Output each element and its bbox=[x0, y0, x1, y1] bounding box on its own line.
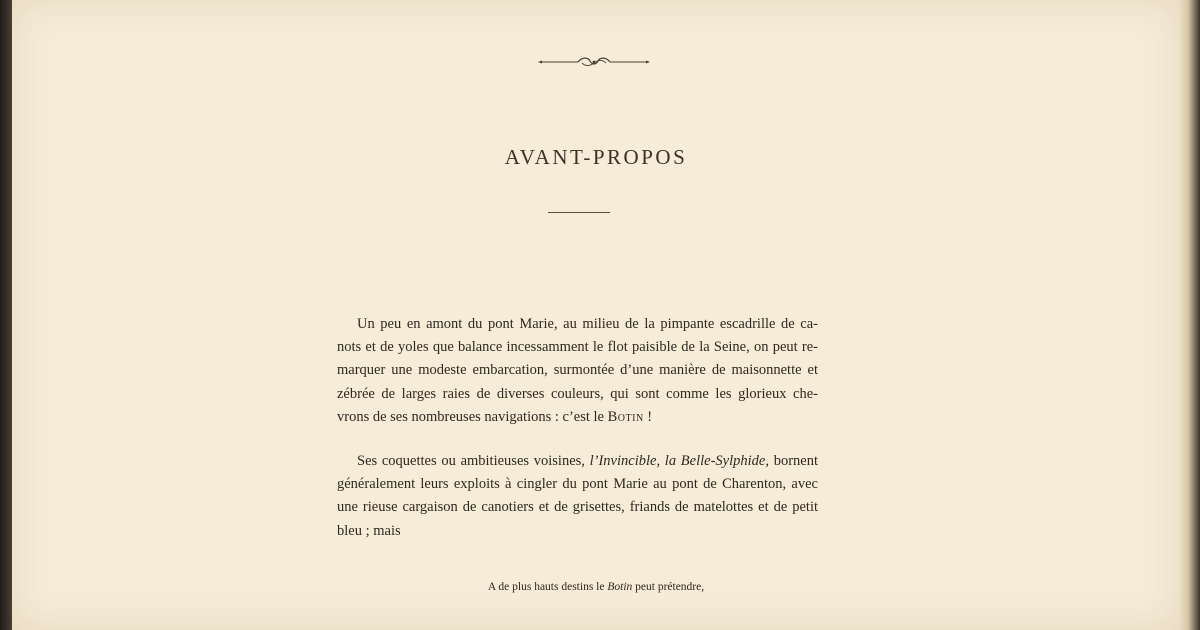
scroll-flourish-icon bbox=[538, 54, 650, 70]
paragraph-1-line: nots et de yoles que balance incessamment le flot paisible de la Seine, on peut re- bbox=[337, 339, 818, 356]
page-right-edge bbox=[1180, 0, 1200, 630]
paragraph-1-last-suffix: ! bbox=[643, 408, 653, 425]
document-page bbox=[12, 0, 1180, 630]
verse-prefix: A de plus hauts destins le bbox=[487, 581, 608, 593]
verse-suffix: peut prétendre, bbox=[632, 581, 705, 593]
paragraph-1-line: marquer une modeste embarcation, surmontée d’une manière de maisonnette et bbox=[337, 362, 818, 379]
paragraph-2-first-line bbox=[337, 450, 818, 473]
paragraph-1-line: Un peu en amont du pont Marie, au milieu de la pimpante escadrille de ca- bbox=[357, 316, 818, 332]
paragraph-1-line: zébrée de larges raies de diverses couleurs, qui sont comme les glorieux che- bbox=[337, 385, 818, 402]
boat-names-italic: l’Invincible, la Belle-Sylphide, bbox=[589, 453, 769, 469]
paragraph-1-last-prefix: vrons de ses nombreuses navigations : c’est le bbox=[337, 408, 608, 425]
verse-line bbox=[12, 581, 1180, 593]
paragraph-2-first-suffix: bornent bbox=[768, 453, 818, 469]
page-title: AVANT-PROPOS bbox=[504, 145, 688, 169]
paragraph-2-first-prefix: Ses coquettes ou ambitieuses voisines, bbox=[357, 453, 590, 469]
verse-italic-botin: Botin bbox=[607, 581, 633, 593]
paragraph-2 bbox=[337, 450, 818, 543]
boat-name-botin: Botin bbox=[607, 408, 644, 425]
paragraph-2-line: généralement leurs exploits à cingler du pont Marie au pont de Charenton, avec bbox=[337, 476, 818, 493]
book-gutter-edge bbox=[0, 0, 12, 630]
paragraph-1 bbox=[337, 313, 818, 429]
title-divider bbox=[548, 212, 610, 213]
paragraph-1-last-line bbox=[337, 406, 818, 429]
paragraph-2-line: une rieuse cargaison de canotiers et de grisettes, friands de matelottes et de petit bbox=[337, 499, 818, 516]
paragraph-2-line: bleu ; mais bbox=[337, 522, 401, 539]
